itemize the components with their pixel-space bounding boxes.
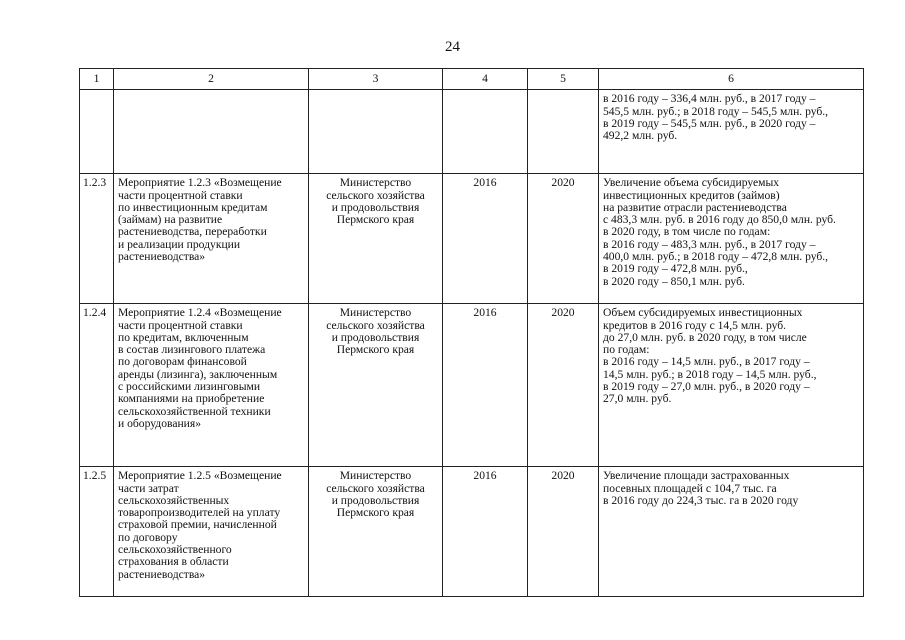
table-row <box>80 174 864 304</box>
measure-text-line: растениеводства» <box>118 250 206 264</box>
executor-cell <box>309 90 443 174</box>
measure-text-line: сельскохозяйственной техники <box>118 404 271 418</box>
header-cell-4: 4 <box>443 69 528 90</box>
row-number-cell: 1.2.4 <box>80 304 114 467</box>
measure-text-line: с российскими лизинговыми <box>118 380 261 394</box>
result-text-line: до 27,0 млн. руб. в 2020 году, в том числе <box>603 330 807 344</box>
start-year-cell <box>443 90 528 174</box>
result-text-line: на развитие отрасли растениеводства <box>603 200 787 214</box>
expected-result-cell <box>599 174 864 304</box>
header-cell-1: 1 <box>80 69 114 90</box>
result-text-line: Объем субсидируемых инвестиционных <box>603 306 803 320</box>
measure-text-line: страхования в области <box>118 555 229 569</box>
result-text-line: в 2019 году – 472,8 млн. руб., <box>603 262 748 276</box>
result-text-line: в 2016 году до 224,3 тыс. га в 2020 году <box>603 493 799 507</box>
measure-text-line: в состав лизингового платежа <box>118 343 266 357</box>
expected-result-cell <box>599 467 864 597</box>
end-year-cell: 2020 <box>528 467 599 597</box>
result-text-line: в 2016 году – 14,5 млн. руб., в 2017 году – <box>603 355 810 369</box>
result-text-line: кредитов в 2016 году с 14,5 млн. руб. <box>603 318 787 332</box>
start-year-cell: 2016 <box>443 174 528 304</box>
measure-text-line: Мероприятие 1.2.4 «Возмещение <box>118 306 282 320</box>
measure-cell <box>114 304 309 467</box>
header-row <box>80 69 864 90</box>
measure-cell <box>114 174 309 304</box>
result-text-line: в 2016 году – 483,3 млн. руб., в 2017 году – <box>603 237 816 251</box>
measure-text-line: части процентной ставки <box>118 318 243 332</box>
table-row <box>80 304 864 467</box>
header-cell-3: 3 <box>309 69 443 90</box>
result-text-line: 545,5 млн. руб.; в 2018 году – 545,5 млн. руб., <box>603 104 829 118</box>
executor-text-line: и продовольствия <box>331 330 420 344</box>
result-text-line: Увеличение объема субсидируемых <box>603 176 780 190</box>
result-text-line: Увеличение площади застрахованных <box>603 469 790 483</box>
measure-cell <box>114 467 309 597</box>
measure-text-line: и оборудования» <box>118 416 202 430</box>
end-year-cell <box>528 90 599 174</box>
executor-text-line: Министерство <box>339 176 412 190</box>
measure-text-line: части процентной ставки <box>118 188 243 202</box>
executor-text-line: Пермского края <box>336 343 415 357</box>
start-year-cell: 2016 <box>443 467 528 597</box>
result-text-line: с 483,3 млн. руб. в 2016 году до 850,0 млн. руб. <box>603 213 836 227</box>
measure-text-line: Мероприятие 1.2.5 «Возмещение <box>118 469 282 483</box>
executor-text-line: Пермского края <box>336 506 415 520</box>
row-number-cell <box>80 90 114 174</box>
program-table <box>79 68 864 597</box>
result-text-line: в 2019 году – 27,0 млн. руб., в 2020 году – <box>603 380 810 394</box>
executor-text-line: сельского хозяйства <box>326 481 425 495</box>
result-text-line: 27,0 млн. руб. <box>603 392 672 406</box>
executor-cell <box>309 304 443 467</box>
executor-text-line: и продовольствия <box>331 493 420 507</box>
result-text-line: в 2020 году – 850,1 млн. руб. <box>603 274 745 288</box>
executor-text-line: сельского хозяйства <box>326 318 425 332</box>
measure-text-line: компаниями на приобретение <box>118 392 265 406</box>
measure-text-line: растениеводства, переработки <box>118 225 267 239</box>
executor-text-line: Пермского края <box>336 213 415 227</box>
table-row <box>80 90 864 174</box>
start-year-cell: 2016 <box>443 304 528 467</box>
result-text-line: в 2019 году – 545,5 млн. руб., в 2020 году – <box>603 116 816 130</box>
measure-cell <box>114 90 309 174</box>
row-number-cell: 1.2.5 <box>80 467 114 597</box>
result-text-line: в 2016 году – 336,4 млн. руб., в 2017 году – <box>603 92 816 106</box>
result-text-line: инвестиционных кредитов (займов) <box>603 188 780 202</box>
measure-text-line: Мероприятие 1.2.3 «Возмещение <box>118 176 282 190</box>
measure-text-line: по договорам финансовой <box>118 355 247 369</box>
measure-text-line: товаропроизводителей на уплату <box>118 506 281 520</box>
executor-text-line: сельского хозяйства <box>326 188 425 202</box>
executor-cell <box>309 467 443 597</box>
header-cell-2: 2 <box>114 69 309 90</box>
header-cell-6: 6 <box>599 69 864 90</box>
executor-text-line: Министерство <box>339 469 412 483</box>
measure-text-line: по инвестиционным кредитам <box>118 200 268 214</box>
measure-text-line: и реализации продукции <box>118 237 241 251</box>
result-text-line: 400,0 млн. руб.; в 2018 году – 472,8 млн. руб., <box>603 250 829 264</box>
measure-text-line: (займам) на развитие <box>118 213 223 227</box>
executor-cell <box>309 174 443 304</box>
measure-text-line: сельскохозяйственных <box>118 493 230 507</box>
executor-text-line: и продовольствия <box>331 200 420 214</box>
result-text-line: в 2020 году, в том числе по годам: <box>603 225 771 239</box>
result-text-line: 14,5 млн. руб.; в 2018 году – 14,5 млн. руб., <box>603 367 817 381</box>
header-cell-5: 5 <box>528 69 599 90</box>
measure-text-line: аренды (лизинга), заключенным <box>118 367 278 381</box>
result-text-line: посевных площадей с 104,7 тыс. га <box>603 481 777 495</box>
measure-text-line: части затрат <box>118 481 179 495</box>
page-number: 24 <box>445 39 460 55</box>
end-year-cell: 2020 <box>528 304 599 467</box>
result-text-line: по годам: <box>603 343 650 357</box>
expected-result-cell <box>599 90 864 174</box>
row-number-cell: 1.2.3 <box>80 174 114 304</box>
measure-text-line: по договору <box>118 530 178 544</box>
table-row <box>80 467 864 597</box>
measure-text-line: сельскохозяйственного <box>118 543 232 557</box>
result-text-line: 492,2 млн. руб. <box>603 129 678 143</box>
measure-text-line: страховой премии, начисленной <box>118 518 277 532</box>
executor-text-line: Министерство <box>339 306 412 320</box>
end-year-cell: 2020 <box>528 174 599 304</box>
measure-text-line: по кредитам, включенным <box>118 330 249 344</box>
expected-result-cell <box>599 304 864 467</box>
measure-text-line: растениеводства» <box>118 567 206 581</box>
